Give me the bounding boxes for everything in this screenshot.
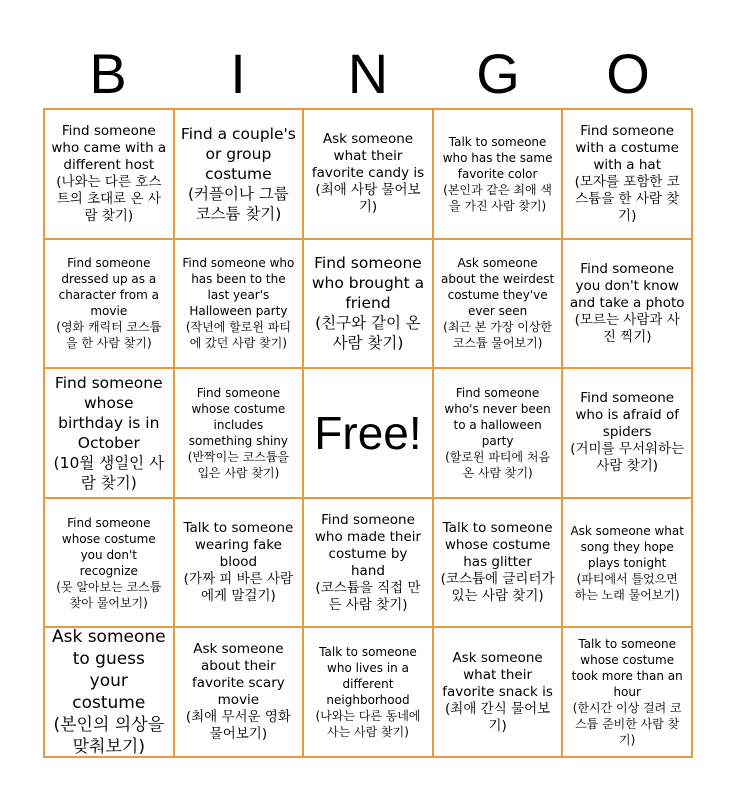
bingo-cell[interactable] xyxy=(433,368,563,498)
header-letter-b: B xyxy=(89,42,127,105)
cell-prompt-korean: (본인과 같은 최애 색을 가진 사람 찾기) xyxy=(443,182,553,213)
header-letter-i: I xyxy=(230,42,246,105)
header-letter-o: O xyxy=(606,42,650,105)
bingo-cell[interactable] xyxy=(433,498,563,628)
bingo-cell[interactable] xyxy=(303,239,433,369)
bingo-cell[interactable] xyxy=(433,627,563,757)
cell-prompt-korean: (가짜 피 바른 사람에게 말걸기) xyxy=(183,571,294,605)
cell-prompt-korean: (본인의 의상을 맞춰보기) xyxy=(53,715,165,757)
cell-prompt-english: Find someone who came with a different host xyxy=(51,122,167,173)
cell-prompt-korean: (파티에서 틀었으면 하는 노래 물어보기) xyxy=(574,571,680,602)
cell-prompt-korean: (최근 본 가장 이상한 코스튬 물어보기) xyxy=(443,320,553,351)
bingo-cell[interactable] xyxy=(562,627,692,757)
bingo-cell[interactable] xyxy=(44,109,174,239)
cell-prompt-korean: (할로윈 파티에 처음 온 사람 찾기) xyxy=(445,449,551,480)
cell-prompt-korean: (커플이나 그룹 코스튬 찾기) xyxy=(187,184,289,223)
free-space-label: Free! xyxy=(314,406,422,459)
cell-prompt-korean: (반짝이는 코스튬을 입은 사람 찾기) xyxy=(187,449,289,480)
cell-prompt-english: Find someone you don't know and take a photo xyxy=(569,260,685,311)
bingo-cell[interactable] xyxy=(44,627,174,757)
cell-prompt-english: Find someone who has been to the last year's Halloween party xyxy=(182,256,295,319)
bingo-grid xyxy=(43,108,693,758)
cell-prompt-korean: (모르는 사람과 사진 찍기) xyxy=(574,311,680,345)
bingo-cell[interactable] xyxy=(174,498,304,628)
cell-prompt-english: Talk to someone wearing fake blood xyxy=(183,520,294,571)
bingo-cell-free[interactable] xyxy=(303,368,433,498)
cell-prompt-english: Find someone who made their costume by hand xyxy=(314,511,422,579)
cell-prompt-korean: (모자를 포함한 코스튬을 한 사람 찾기) xyxy=(574,173,680,224)
cell-prompt-korean: (못 알아보는 코스튬 찾아 물어보기) xyxy=(56,579,162,610)
bingo-cell[interactable] xyxy=(562,368,692,498)
cell-prompt-korean: (최애 사탕 물어보기) xyxy=(315,182,421,216)
cell-prompt-english: Talk to someone who has the same favorite color xyxy=(442,134,553,181)
bingo-cell[interactable] xyxy=(174,627,304,757)
cell-prompt-english: Find someone who's never been to a halloween party xyxy=(444,385,551,448)
cell-prompt-english: Ask someone about their favorite scary movie xyxy=(192,641,285,709)
bingo-header xyxy=(43,40,693,108)
bingo-cell[interactable] xyxy=(562,109,692,239)
bingo-cell[interactable] xyxy=(44,368,174,498)
bingo-cell[interactable] xyxy=(303,109,433,239)
header-letter-g: G xyxy=(476,42,520,105)
cell-prompt-english: Talk to someone whose costume has glitter xyxy=(442,520,553,571)
cell-prompt-english: Ask someone what song they hope plays tonight xyxy=(570,523,684,570)
cell-prompt-korean: (나와는 다른 동네에 사는 사람 찾기) xyxy=(315,709,421,740)
cell-prompt-english: Find someone whose costume includes something shiny xyxy=(188,385,289,448)
cell-prompt-korean: (최애 간식 물어보기) xyxy=(445,700,551,734)
cell-prompt-english: Talk to someone whose costume took more than an hour xyxy=(571,637,683,700)
bingo-cell[interactable] xyxy=(433,239,563,369)
cell-prompt-korean: (작년에 할로윈 파티에 갔던 사람 찾기) xyxy=(185,320,291,351)
cell-prompt-korean: (친구와 같이 온 사람 찾기) xyxy=(315,314,421,353)
cell-prompt-english: Talk to someone who lives in a different neighborhood xyxy=(319,645,417,708)
cell-prompt-english: Ask someone what their favorite snack is xyxy=(442,649,553,700)
cell-prompt-english: Find someone who brought a friend xyxy=(311,254,425,313)
bingo-cell[interactable] xyxy=(562,239,692,369)
cell-prompt-english: Ask someone what their favorite candy is xyxy=(311,131,425,182)
cell-prompt-english: Find someone whose costume you don't recognize xyxy=(61,515,156,578)
cell-prompt-english: Ask someone about the weirdest costume they've ever seen xyxy=(441,256,555,319)
cell-prompt-korean: (코스튬에 글리터가 있는 사람 찾기) xyxy=(440,571,555,605)
bingo-cell[interactable] xyxy=(44,498,174,628)
cell-prompt-korean: (코스튬을 직접 만든 사람 찾기) xyxy=(315,579,421,613)
cell-prompt-korean: (최애 무서운 영화 물어보기) xyxy=(185,709,291,743)
cell-prompt-english: Find someone who is afraid of spiders xyxy=(575,390,680,441)
bingo-cell[interactable] xyxy=(562,498,692,628)
header-letter-n: N xyxy=(347,42,389,105)
bingo-cell[interactable] xyxy=(174,368,304,498)
cell-prompt-english: Find someone dressed up as a character from a movie xyxy=(58,256,159,319)
cell-prompt-english: Find someone whose birthday is in October xyxy=(54,374,163,452)
bingo-cell[interactable] xyxy=(303,627,433,757)
cell-prompt-korean: (한시간 이상 걸려 코스튬 준비한 사람 찾기) xyxy=(572,701,682,748)
cell-prompt-english: Find someone with a costume with a hat xyxy=(575,122,679,173)
bingo-cell[interactable] xyxy=(433,109,563,239)
bingo-cell[interactable] xyxy=(303,498,433,628)
cell-prompt-korean: (나와는 다른 호스트의 초대로 온 사람 찾기) xyxy=(56,173,162,224)
bingo-cell[interactable] xyxy=(174,239,304,369)
cell-prompt-english: Ask someone to guess your costume xyxy=(51,627,166,714)
cell-prompt-english: Find a couple's or group costume xyxy=(180,124,296,183)
bingo-cell[interactable] xyxy=(44,239,174,369)
bingo-cell[interactable] xyxy=(174,109,304,239)
cell-prompt-korean: (영화 캐릭터 코스튬을 한 사람 찾기) xyxy=(56,320,162,351)
cell-prompt-korean: (거미를 무서워하는 사람 찾기) xyxy=(570,441,685,475)
cell-prompt-korean: (10월 생일인 사람 찾기) xyxy=(53,454,165,492)
